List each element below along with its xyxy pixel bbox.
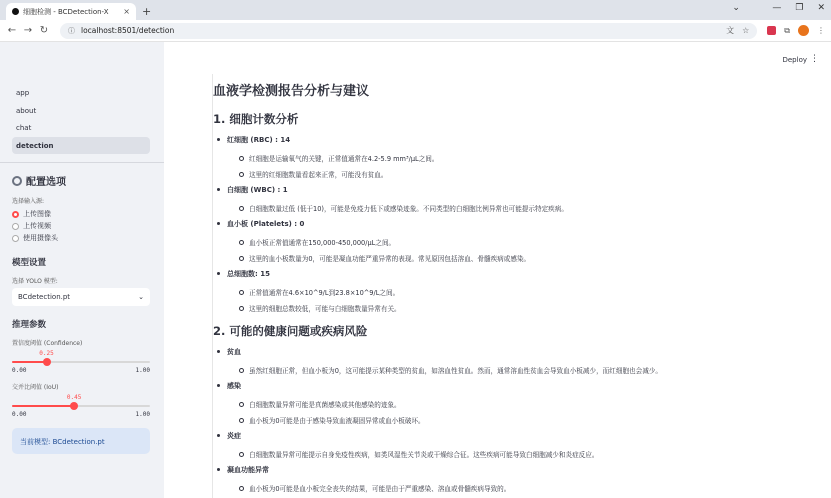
model-settings-heading: 模型设置: [12, 258, 47, 268]
sidebar-divider: [0, 162, 164, 163]
inference-params-heading: 推理参数: [12, 320, 47, 330]
radio-camera[interactable]: [12, 232, 150, 244]
sidebar-item-chat[interactable]: chat: [16, 124, 32, 132]
sub-list: [239, 365, 772, 375]
list-item: [213, 185, 772, 213]
cell-count-list: [213, 135, 772, 313]
window-controls: [732, 3, 825, 13]
translate-icon[interactable]: 文: [726, 26, 735, 35]
site-favicon-icon: [12, 8, 19, 15]
radio-upload-video[interactable]: [12, 220, 150, 232]
url-field[interactable]: [60, 23, 757, 39]
list-item: [213, 465, 772, 493]
report-title: 血液学检测报告分析与建议: [213, 84, 370, 99]
radio-label: 使用摄像头: [23, 234, 58, 242]
confidence-slider[interactable]: [12, 361, 150, 363]
iou-slider-block: [12, 382, 150, 418]
deploy-button[interactable]: Deploy: [782, 56, 807, 64]
sub-list: [239, 399, 772, 425]
model-select[interactable]: [12, 288, 150, 306]
sub-list-item: 这里的血小板数量为0，可能是凝血功能严重异常的表现。常见原因包括溶血、骨髓疾病或感染。: [239, 253, 772, 263]
sub-list-item: 虽然红细胞正常，但血小板为0，这可能提示某种类型的贫血，如溶血性贫血。然而，通常溶血性贫血会导致血小板减少，而红细胞也会减少。: [239, 365, 772, 375]
site-info-icon[interactable]: ⓘ: [68, 26, 75, 35]
browser-tab-strip: [0, 0, 831, 20]
confidence-value: 0.25: [39, 350, 54, 357]
sub-list-item: 这里的红细胞数量看起来正常，可能没有贫血。: [239, 169, 772, 179]
slider-thumb[interactable]: [43, 358, 51, 366]
sub-list-item: 白细胞数量异常可能提示自身免疫性疾病，如类风湿性关节炎或干燥综合征。这些疾病可能导致白细胞减少和炎症反应。: [239, 449, 772, 459]
sub-list-item: 血小板为0可能是由于感染导致血液凝固异常或血小板破坏。: [239, 415, 772, 425]
close-tab-icon[interactable]: ×: [123, 7, 130, 16]
radio-unchecked-icon: [12, 223, 19, 230]
section-title: 1. 细胞计数分析: [213, 112, 299, 126]
new-tab-button[interactable]: +: [142, 5, 152, 18]
input-source-label: 选择输入源:: [12, 198, 45, 205]
config-title: 配置选项: [26, 177, 66, 188]
slider-min: 0.00: [12, 411, 27, 418]
iou-slider[interactable]: [12, 405, 150, 407]
radio-unchecked-icon: [12, 235, 19, 242]
sidebar-item-app[interactable]: app: [16, 89, 30, 97]
list-item-heading: 炎症: [213, 431, 772, 441]
extensions-puzzle-icon[interactable]: ⧉: [784, 25, 790, 35]
browser-tab[interactable]: [6, 3, 136, 20]
forward-icon[interactable]: →: [23, 25, 33, 36]
slider-min: 0.00: [12, 367, 27, 374]
minimize-icon[interactable]: —: [772, 3, 782, 13]
list-item-heading: 感染: [213, 381, 772, 391]
list-item: [213, 219, 772, 263]
list-item: [213, 381, 772, 425]
slider-fill: [12, 361, 47, 363]
url-text: localhost:8501/detection: [81, 26, 175, 35]
sidebar-item-about[interactable]: about: [16, 106, 37, 115]
slider-thumb[interactable]: [70, 402, 78, 410]
sub-list: [239, 449, 772, 459]
radio-label: 上传视频: [23, 222, 51, 230]
extension-icon[interactable]: [767, 26, 776, 35]
sub-list-item: 血小板正常值通常在150,000-450,000/μL之间。: [239, 237, 772, 247]
health-risk-list: [213, 347, 772, 493]
list-item-heading: 红细胞 (RBC) : 14: [213, 135, 772, 145]
gear-icon: [12, 176, 22, 186]
list-item-heading: 贫血: [213, 347, 772, 357]
sub-list-item: 红细胞是运输氧气的关键，正常值通常在4.2-5.9 mm³/μL之间。: [239, 153, 772, 163]
maximize-icon[interactable]: ❐: [795, 3, 804, 13]
list-item: [213, 269, 772, 313]
slider-max: 1.00: [135, 367, 150, 374]
iou-value: 0.45: [66, 394, 82, 401]
bookmark-star-icon[interactable]: ☆: [742, 26, 750, 35]
main-content: [164, 42, 831, 498]
main-menu-icon[interactable]: ⋮: [810, 54, 819, 64]
close-window-icon[interactable]: ✕: [817, 3, 825, 13]
model-select-value: BCdetection.pt: [18, 293, 71, 301]
list-item: [213, 135, 772, 179]
list-item: [213, 431, 772, 459]
radio-upload-image[interactable]: [12, 208, 150, 220]
list-item: [213, 347, 772, 375]
sub-list: [239, 483, 772, 493]
model-select-label: 选择 YOLO 模型:: [12, 278, 58, 285]
slider-max: 1.00: [135, 411, 150, 418]
list-item-heading: 总细胞数: 15: [213, 269, 772, 279]
radio-checked-icon: [12, 211, 19, 218]
report: [212, 74, 772, 498]
browser-menu-icon[interactable]: ⋮: [817, 26, 825, 35]
sub-list: [239, 153, 772, 179]
streamlit-app: [0, 42, 831, 498]
sidebar-nav: [12, 84, 150, 154]
sub-list-item: 这里的细胞总数较低，可能与白细胞数量异常有关。: [239, 303, 772, 313]
slider-fill: [12, 405, 74, 407]
config-heading: [12, 173, 150, 188]
list-item-heading: 白细胞 (WBC) : 1: [213, 185, 772, 195]
sub-list-item: 白细胞数量过低 (低于10)，可能是免疫力低下或感染迹象。不同类型的白细胞比例异常也可能提示特定疾病。: [239, 203, 772, 213]
sidebar: [0, 42, 164, 498]
sidebar-item-detection[interactable]: detection: [12, 137, 150, 155]
list-item-heading: 血小板 (Platelets) : 0: [213, 219, 772, 229]
sub-list-item: 正常值通常在4.6×10^9/L到23.8×10^9/L之间。: [239, 287, 772, 297]
confidence-label: 置信度阈值 (Confidence): [12, 340, 83, 347]
confidence-slider-block: [12, 338, 150, 374]
current-model-info: 当前模型: BCdetection.pt: [12, 428, 150, 454]
tab-title: 细胞检测 - BCDetection-X: [23, 7, 109, 16]
sub-list: [239, 237, 772, 263]
section-title: 2. 可能的健康问题或疾病风险: [213, 324, 368, 338]
profile-avatar[interactable]: [798, 25, 809, 36]
sub-list: [239, 203, 772, 213]
iou-label: 交并比阈值 (IoU): [12, 384, 59, 391]
extensions-area: [767, 25, 825, 36]
list-item-heading: 凝血功能异常: [213, 465, 772, 475]
sub-list: [239, 287, 772, 313]
tab-search-icon[interactable]: ⌄: [732, 3, 740, 13]
reload-icon[interactable]: ↻: [39, 25, 49, 36]
address-bar-row: [0, 20, 831, 42]
back-icon[interactable]: ←: [7, 25, 17, 36]
sub-list-item: 血小板为0可能是血小板完全丧失的结果，可能是由于严重感染、溶血或骨髓疾病导致的。: [239, 483, 772, 493]
chevron-down-icon: ⌄: [138, 293, 144, 301]
sub-list-item: 白细胞数量异常可能是真菌感染或其他感染的迹象。: [239, 399, 772, 409]
radio-label: 上传图像: [23, 210, 51, 218]
